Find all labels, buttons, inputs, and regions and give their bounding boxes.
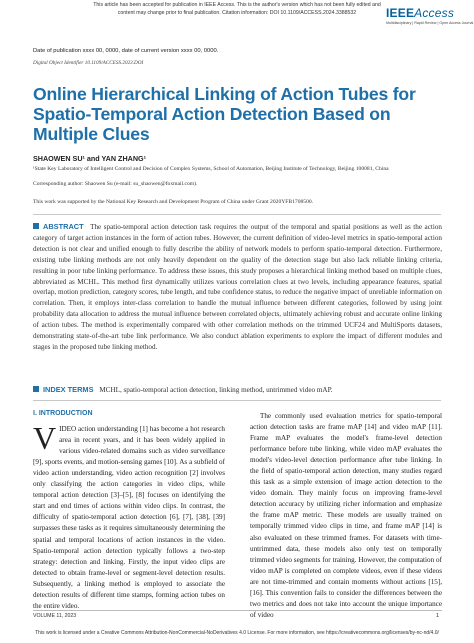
intro-text-right: The commonly used evaluation metrics for spatio-temporal action detection tasks are frame mAP [14] and video mAP [11]. Frame mAP evaluates the model's frame-level detection performance before tube linking, while video mAP evaluates the model's video-level detection performance after tube linking. In the field of spatio-temporal action detection, many studies regard this task as a simple extension of image action detection to the video domain. They mainly focus on improving frame-level detection accuracy by utilizing richer information and emphasize the frame mAP metric. These models are usually trained on temporally trimmed video clips in time, and frame mAP [14] is also evaluated on these trimmed frames. For datasets with time-untrimmed data, these models also only test on temporally trimmed video segments for training. However, the computation of video mAP is completed on complete videos, even if these videos are not time-trimmed and contain moments without actions [15], [16]. This convention fails to consider the differences between the two metrics and does not take into account the unique importance of video	[250, 412, 442, 619]
abstract-text: The spatio-temporal action detection task requires the output of the temporal and spatial positions as well as the action category of target action instances in the form of action tubes. However, the current definition of video-level metrics in spatio-temporal action detection is not clear and unified enough to fully describe the ability of network models to perform spatio-temporal detection. Furthermore, existing tube linking methods are not only heavily dependent on the quality of the detection stage but also lack reliable linking criteria, resulting in poor tube linking performance. To address these issues, this study proposes a hierarchical linking method based on multiple clues, abbreviated as MCHL. This method first dynamically utilizes various correlation clues at two levels, including appearance features, spatial overlap, motion prediction, category scores, tube length, and tube confidence status, to reduce the negative impact of unreliable information on correlation. Then, it employs inter-class correlation to handle the mutual influence between different categories, followed by using joint probability data allocation to address the mutual influence between correlated objects, ultimately achieving robust and accurate online linking of action tubes. The method is experimentally compared with other correlation methods on the trimmed UCF24 and MultiSports datasets, demonstrating state-of-the-art tube link performance. We also conduct ablation experiments to explore the impact of different modules and stages in the proposed tube linking method.	[33, 223, 443, 351]
author-list: SHAOWEN SU¹ and YAN ZHANG¹	[33, 154, 147, 163]
intro-paragraph-left	[33, 420, 225, 612]
page-number: 1	[436, 613, 440, 619]
corresponding-author: Corresponding author: Shaowen Su (e-mail: su_shaowen@foxmail.com).	[33, 181, 198, 187]
index-terms-text: MCHL, spatio-temporal action detection, linking method, untrimmed video mAP.	[99, 386, 333, 394]
acceptance-note: This article has been accepted for publication in IEEE Access. This is the author's version which has not been fully edited and	[93, 2, 381, 8]
ieee-access-logo	[386, 6, 474, 28]
index-terms	[33, 385, 442, 394]
section-heading: I. INTRODUCTION	[33, 410, 93, 417]
index-terms-heading: INDEX TERMS	[43, 385, 94, 394]
citation-note: content may change prior to final publication. Citation information: DOI 10.1109/ACCESS.2024.3388532	[117, 10, 357, 16]
publication-date: Date of publication xxxx 00, 0000, date of current version xxxx 00, 0000.	[33, 48, 219, 54]
intro-right-column	[250, 411, 442, 621]
abstract-top-rule	[33, 214, 441, 215]
funding-note: This work was supported by the National Key Research and Development Program of China under Grant 2020YFB1708500.	[33, 199, 314, 205]
abstract-block	[33, 222, 442, 353]
drop-cap: V	[33, 420, 57, 457]
intro-left-column	[33, 408, 225, 612]
logo-access: Access	[414, 6, 455, 20]
doi-line: Digital Object Identifier 10.1109/ACCESS.2023.DOI	[33, 60, 144, 66]
section-marker-icon	[33, 223, 39, 229]
page-header	[0, 0, 474, 30]
logo-ieee: IEEE	[386, 6, 415, 20]
section-marker-icon	[33, 386, 39, 392]
paper-title: Online Hierarchical Linking of Action Tubes for Spatio-Temporal Action Detection Based on Multiple Clues	[33, 84, 416, 144]
license-note: This work is licensed under a Creative Commons Attribution-NonCommercial-NoDerivatives 4.0 License. For more information, see https://creativecommons.org/licenses/by-nc-nd/4.0/	[35, 630, 439, 636]
intro-text-left: IDEO action understanding [1] has become a hot research area in recent years, and it has been widely applied in various video-related domains such as video surveillance [9], sports events, and motion-sensing games [10]. As a subfield of video action understanding, video action recognition [2] involves only classifying the action categories in video clips, while temporal action detection [3]–[5], [8] focuses on identifying the start and end times of actions within video clips. In contrast, the difficulty of spatio-temporal action detection [6], [7], [38], [39] surpasses these tasks as it requires simultaneously determining the spatial and temporal locations of action instances in the video. Spatio-temporal action detection typically follows a two-step strategy: detection and linking. Firstly, the input video clips are detected to obtain frame-level or segment-level detection results. Subsequently, a linking method is employed to associate the detection results of different time stamps, forming action tubes on the entire video.	[33, 425, 225, 610]
logo-tagline: Multidisciplinary | Rapid Review | Open Access Journal	[386, 21, 474, 25]
abstract-bottom-rule	[33, 400, 441, 401]
affiliation: ¹State Key Laboratory of Intelligent Control and Decision of Complex Systems, School of Automation, Beijing Institute of Technology, Beijing 100081, China	[33, 166, 389, 172]
volume-label: VOLUME 11, 2023	[33, 613, 77, 619]
footer-rule	[33, 610, 442, 611]
abstract-heading: ABSTRACT	[43, 222, 84, 231]
